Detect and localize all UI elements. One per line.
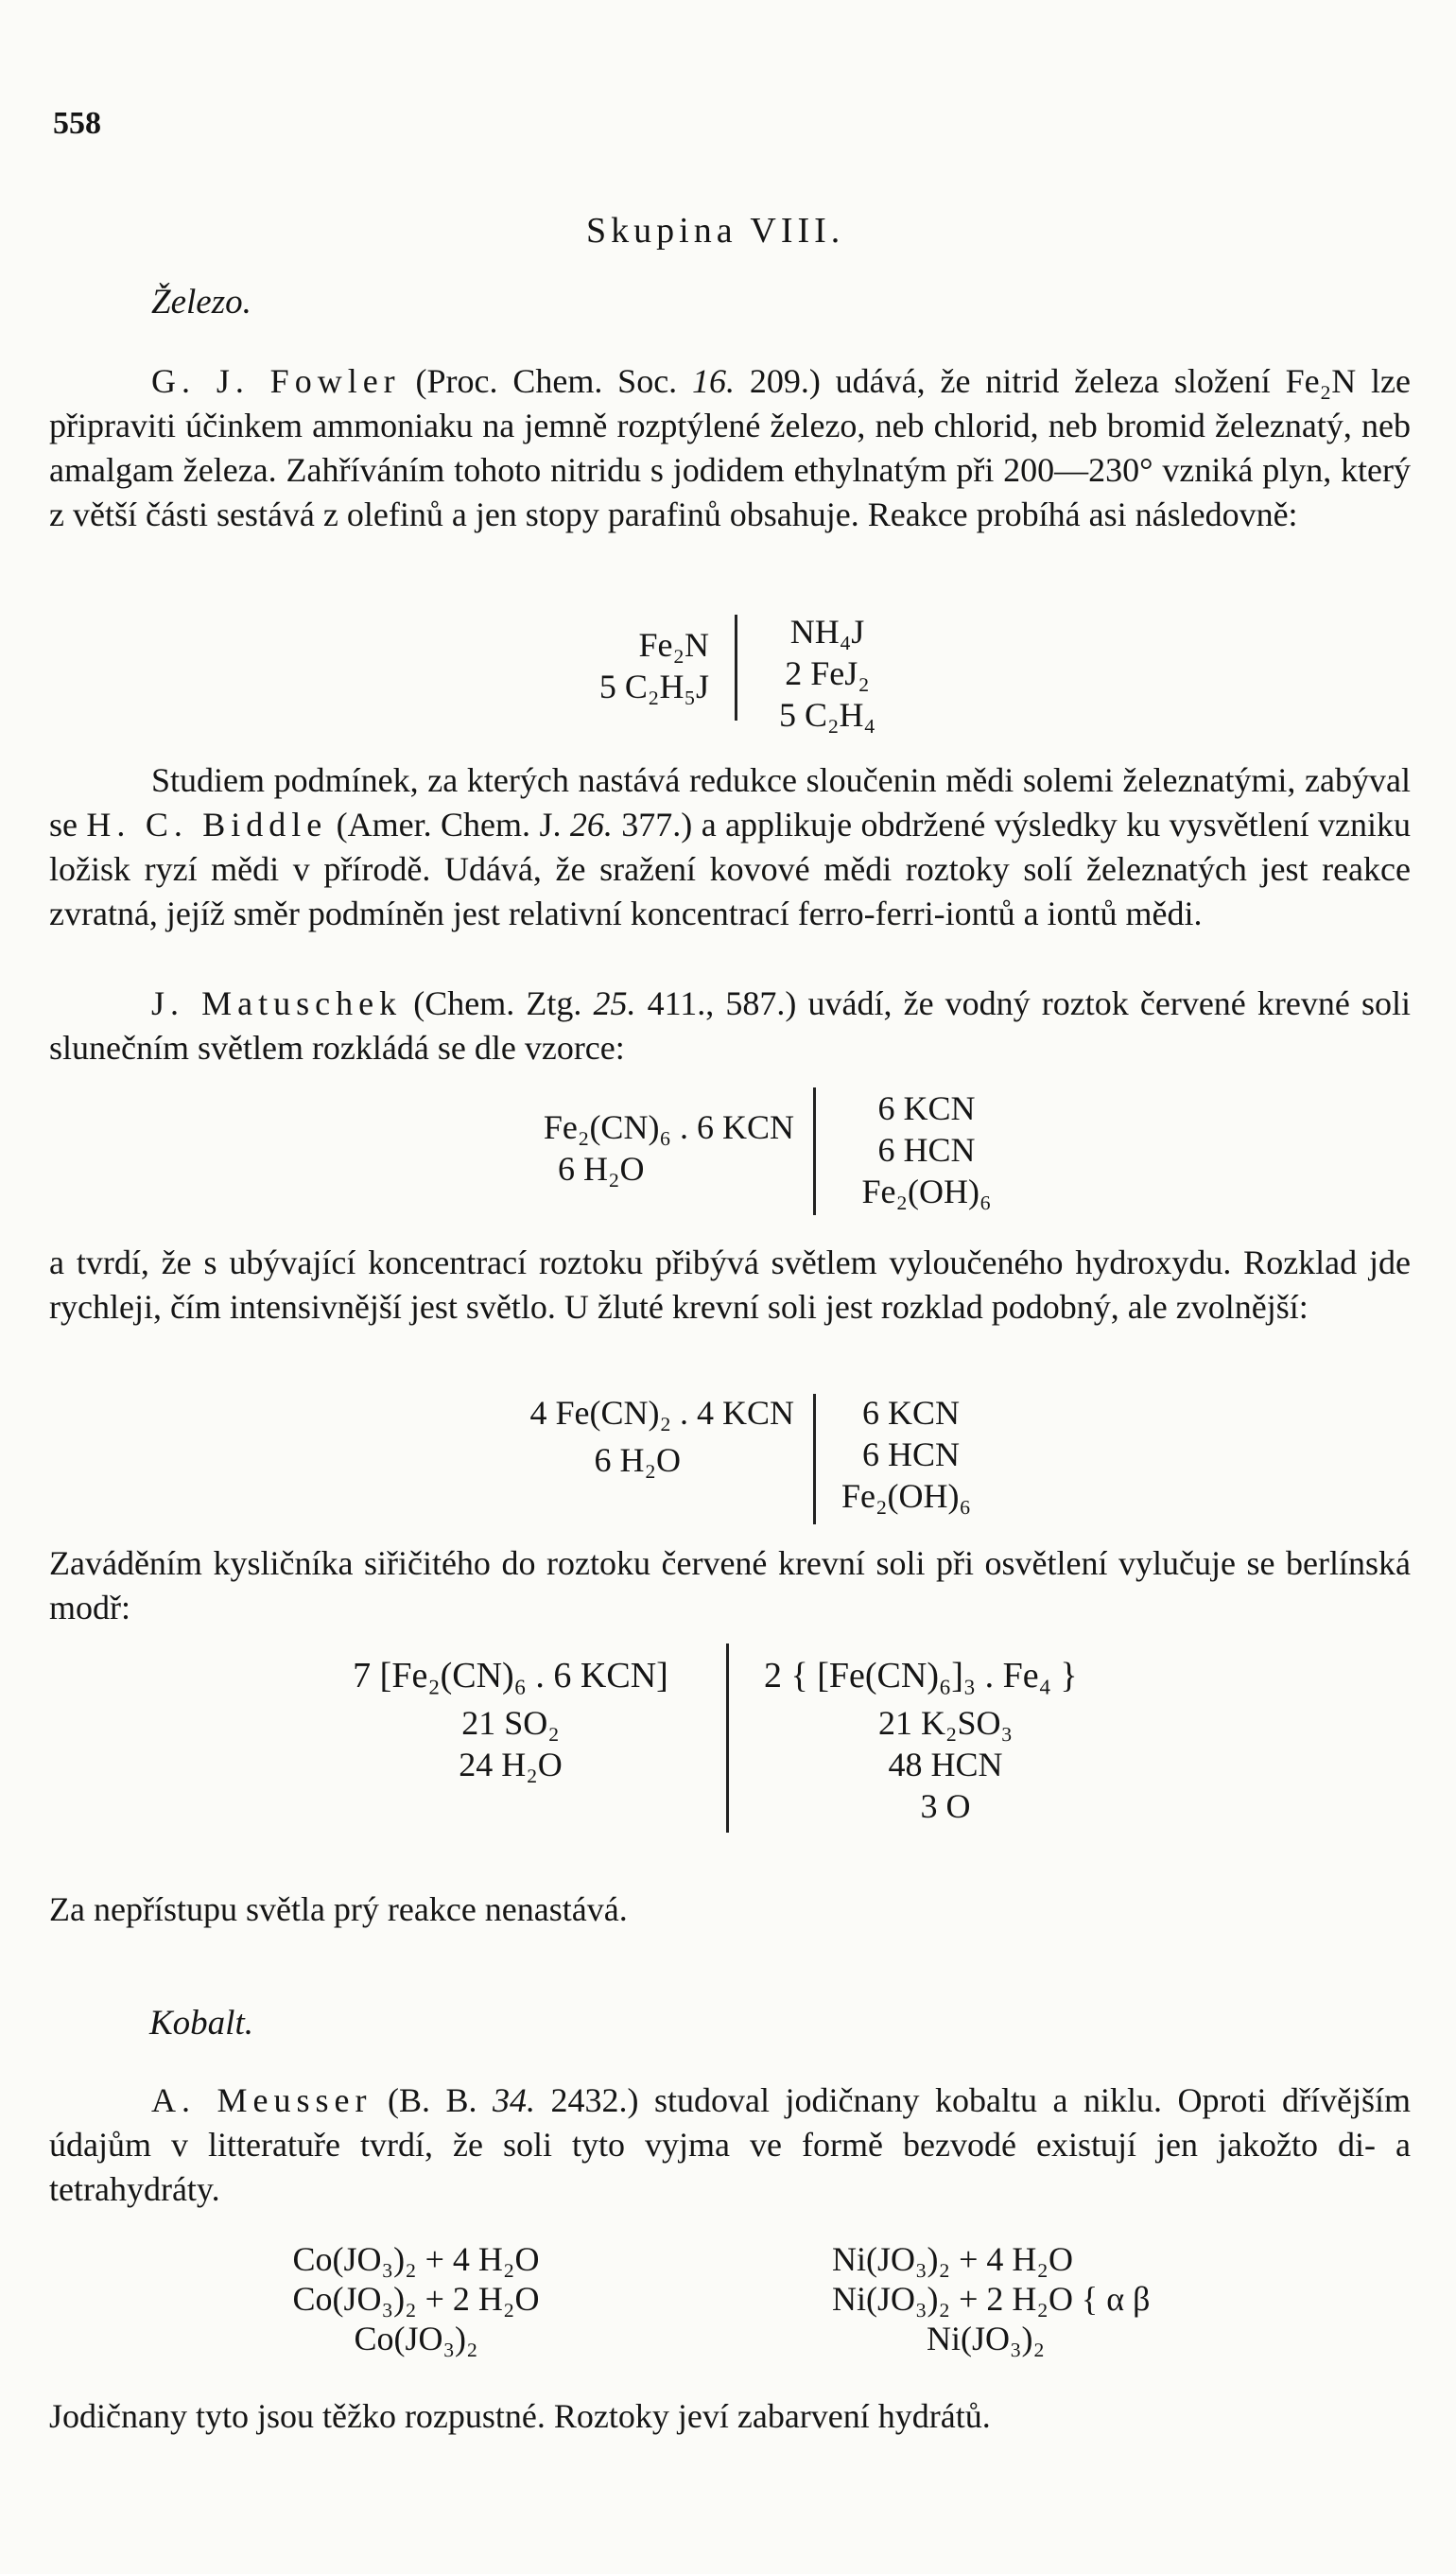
page-number: 558	[53, 106, 101, 141]
equation-divider	[813, 1394, 816, 1524]
volume-number: 16.	[692, 362, 736, 400]
author-name: A. Meusser	[151, 2081, 373, 2119]
section-heading-cobalt: Kobalt.	[149, 2004, 253, 2043]
equation-3-reactants: 4 Fe(CN)₂ . 4 KCN 6 H₂O	[529, 1394, 794, 1479]
author-name: J. Matuschek	[151, 984, 403, 1022]
equation-1-reactants: Fe₂N 5 C₂H₅J	[598, 626, 709, 705]
nickel-iodate-formulas: Ni(JO₃)₂ + 4 H₂O Ni(JO₃)₂ + 2 H₂O { α β Ni(JO₃)₂	[832, 2240, 1151, 2357]
paragraph-solubility: Jodičnany tyto jsou těžko rozpustné. Roztoky jeví zabarvení hydrátů.	[49, 2397, 991, 2435]
equation-4-reactants: 7 [Fe₂(CN)₆ . 6 KCN] 21 SO₂ 24 H₂O	[353, 1656, 668, 1783]
equation-divider	[735, 615, 737, 721]
equation-2-reactants: Fe₂(CN)₆ . 6 KCN 6 H₂O	[543, 1108, 794, 1188]
equation-3-products: 6 KCN 6 HCN Fe₂(OH)₆	[841, 1394, 972, 1515]
cobalt-iodate-formulas: Co(JO₃)₂ + 4 H₂O Co(JO₃)₂ + 2 H₂O Co(JO₃)₂	[292, 2240, 540, 2357]
equation-1-products: NH₄J 2 FeJ₂ 5 C₂H₄	[778, 613, 876, 734]
paragraph-no-light: Za nepřístupu světla prý reakce nenastává.	[49, 1890, 628, 1928]
equation-divider	[813, 1087, 816, 1215]
paragraph-matuschek: J. Matuschek (Chem. Ztg. 25. 411., 587.) uvádí, že vodný roztok červené krevné soli slunečním světlem rozkládá se dle vzorce:	[49, 984, 1411, 1067]
paragraph-yellow-salt: a tvrdí, že s ubývající koncentrací roztoku přibývá světlem vyloučeného hydroxydu. Rozklad jde rychleji, čím intensivnější jest světlo. U žluté krevní soli jest rozklad podobný, ale zvolnější:	[49, 1244, 1411, 1326]
author-name: H. C. Biddle	[86, 806, 328, 844]
chapter-title: Skupina VIII.	[586, 211, 845, 251]
volume-number: 25.	[593, 984, 636, 1022]
equation-divider	[726, 1644, 729, 1833]
paragraph-sulfur-dioxide: Zaváděním kysličníka siřičitého do roztoku červené krevní soli při osvětlení vylučuje se berlínská modř:	[49, 1544, 1411, 1626]
paragraph-fowler: G. J. Fowler (Proc. Chem. Soc. 16. 209.) udává, že nitrid železa složení Fe₂N lze připraviti účinkem ammoniaku na jemně rozptýlené železo, neb chlorid, neb bromid železnatý, neb amalgam železa. Zahříváním tohoto nitridu s jodidem ethylnatým při 200—230° vzniká plyn, který z větší části sestává z olefinů a jen stopy parafinů obsahuje. Reakce probíhá asi následovně:	[49, 362, 1411, 533]
paragraph-meusser: A. Meusser (B. B. 34. 2432.) studoval jodičnany kobaltu a niklu. Oproti dřívějším údajům v litteratuře tvrdí, že soli tyto vyjma ve formě bezvodé existují jen jakožto di- a tetrahydráty.	[49, 2081, 1411, 2208]
equation-2-products: 6 KCN 6 HCN Fe₂(OH)₆	[861, 1089, 992, 1210]
volume-number: 34.	[493, 2081, 536, 2119]
paragraph-biddle: Studiem podmínek, za kterých nastává redukce sloučenin mědi solemi železnatými, zabýval se H. C. Biddle (Amer. Chem. J. 26. 377.) a applikuje obdržené výsledky ku vysvětlení vzniku ložisk ryzí mědi v přírodě. Udává, že sražení kovové mědi roztoky solí železnatých jest reakce zvratná, jejíž směr podmíněn jest relativní koncentrací ferro-ferri-iontů a iontů mědi.	[49, 761, 1411, 932]
volume-number: 26.	[569, 806, 613, 844]
author-name: G. J. Fowler	[151, 362, 401, 400]
section-heading-iron: Železo.	[151, 283, 251, 322]
equation-4-products: 2 { [Fe(CN)₆]₃ . Fe₄ } 21 K₂SO₃ 48 HCN 3 O	[764, 1656, 1078, 1825]
